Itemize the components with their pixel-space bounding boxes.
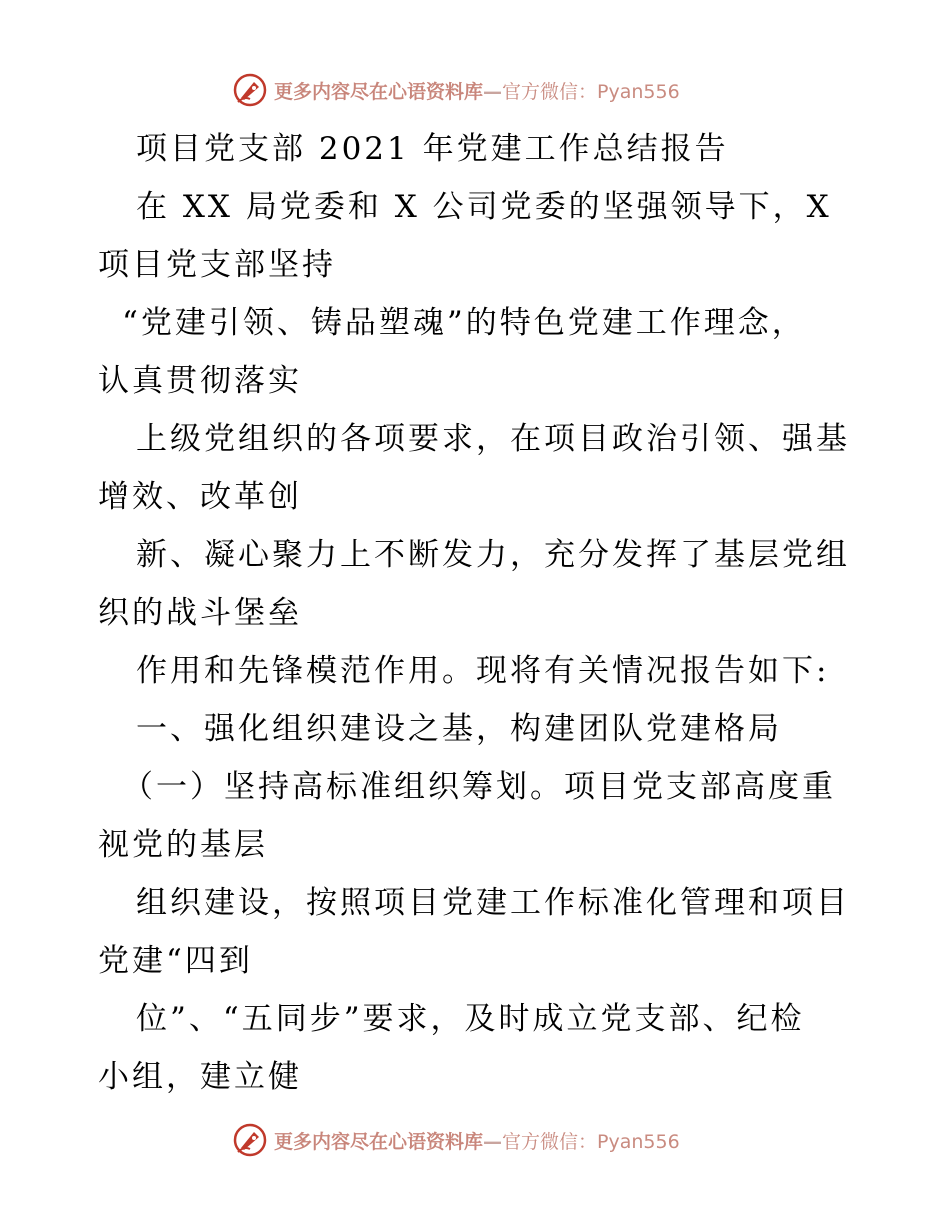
- watermark-dash: —: [483, 1130, 503, 1153]
- paragraph-line: 上级党组织的各项要求，在项目政治引领、强基: [136, 421, 850, 457]
- paragraph-line: 小组，建立健: [98, 1059, 302, 1095]
- paragraph-line: “党建引领、铸品塑魂”的特色党建工作理念，: [122, 305, 806, 341]
- watermark-sub: 官方微信：Pyan556: [502, 80, 680, 103]
- paragraph-line: 项目党支部坚持: [98, 247, 336, 283]
- watermark-main: 更多内容尽在心语资料库: [274, 80, 484, 103]
- section-heading: 一、强化组织建设之基，构建团队党建格局: [136, 711, 782, 747]
- watermark-main: 更多内容尽在心语资料库: [274, 1130, 484, 1153]
- pen-nib-logo-icon: [232, 1122, 268, 1158]
- document-body: [98, 120, 858, 1106]
- pen-nib-logo-icon: [232, 72, 268, 108]
- paragraph-line: 视党的基层: [98, 827, 268, 863]
- paragraph-line: 位”、“五同步”要求，及时成立党支部、纪检: [136, 1001, 805, 1037]
- paragraph-line: 党建“四到: [98, 943, 253, 979]
- watermark-dash: —: [483, 80, 503, 103]
- paragraph-line: 织的战斗堡垒: [98, 595, 302, 631]
- paragraph-line: 认真贯彻落实: [98, 363, 302, 399]
- footer-watermark: [232, 1120, 680, 1160]
- paragraph-line: 在 XX 局党委和 X 公司党委的坚强领导下，X: [136, 189, 832, 225]
- header-watermark: [232, 70, 680, 110]
- paragraph-line: 作用和先锋模范作用。现将有关情况报告如下:: [136, 653, 830, 689]
- subsection-heading: （一）坚持高标准组织筹划。项目党支部高度重: [122, 769, 836, 805]
- watermark-sub: 官方微信：Pyan556: [502, 1130, 680, 1153]
- paragraph-line: 新、凝心聚力上不断发力，充分发挥了基层党组: [136, 537, 850, 573]
- paragraph-line: 组织建设，按照项目党建工作标准化管理和项目: [136, 885, 850, 921]
- watermark-text: [274, 1127, 680, 1154]
- watermark-text: [274, 77, 680, 104]
- document-title: 项目党支部 2021 年党建工作总结报告: [136, 131, 729, 167]
- paragraph-line: 增效、改革创: [98, 479, 302, 515]
